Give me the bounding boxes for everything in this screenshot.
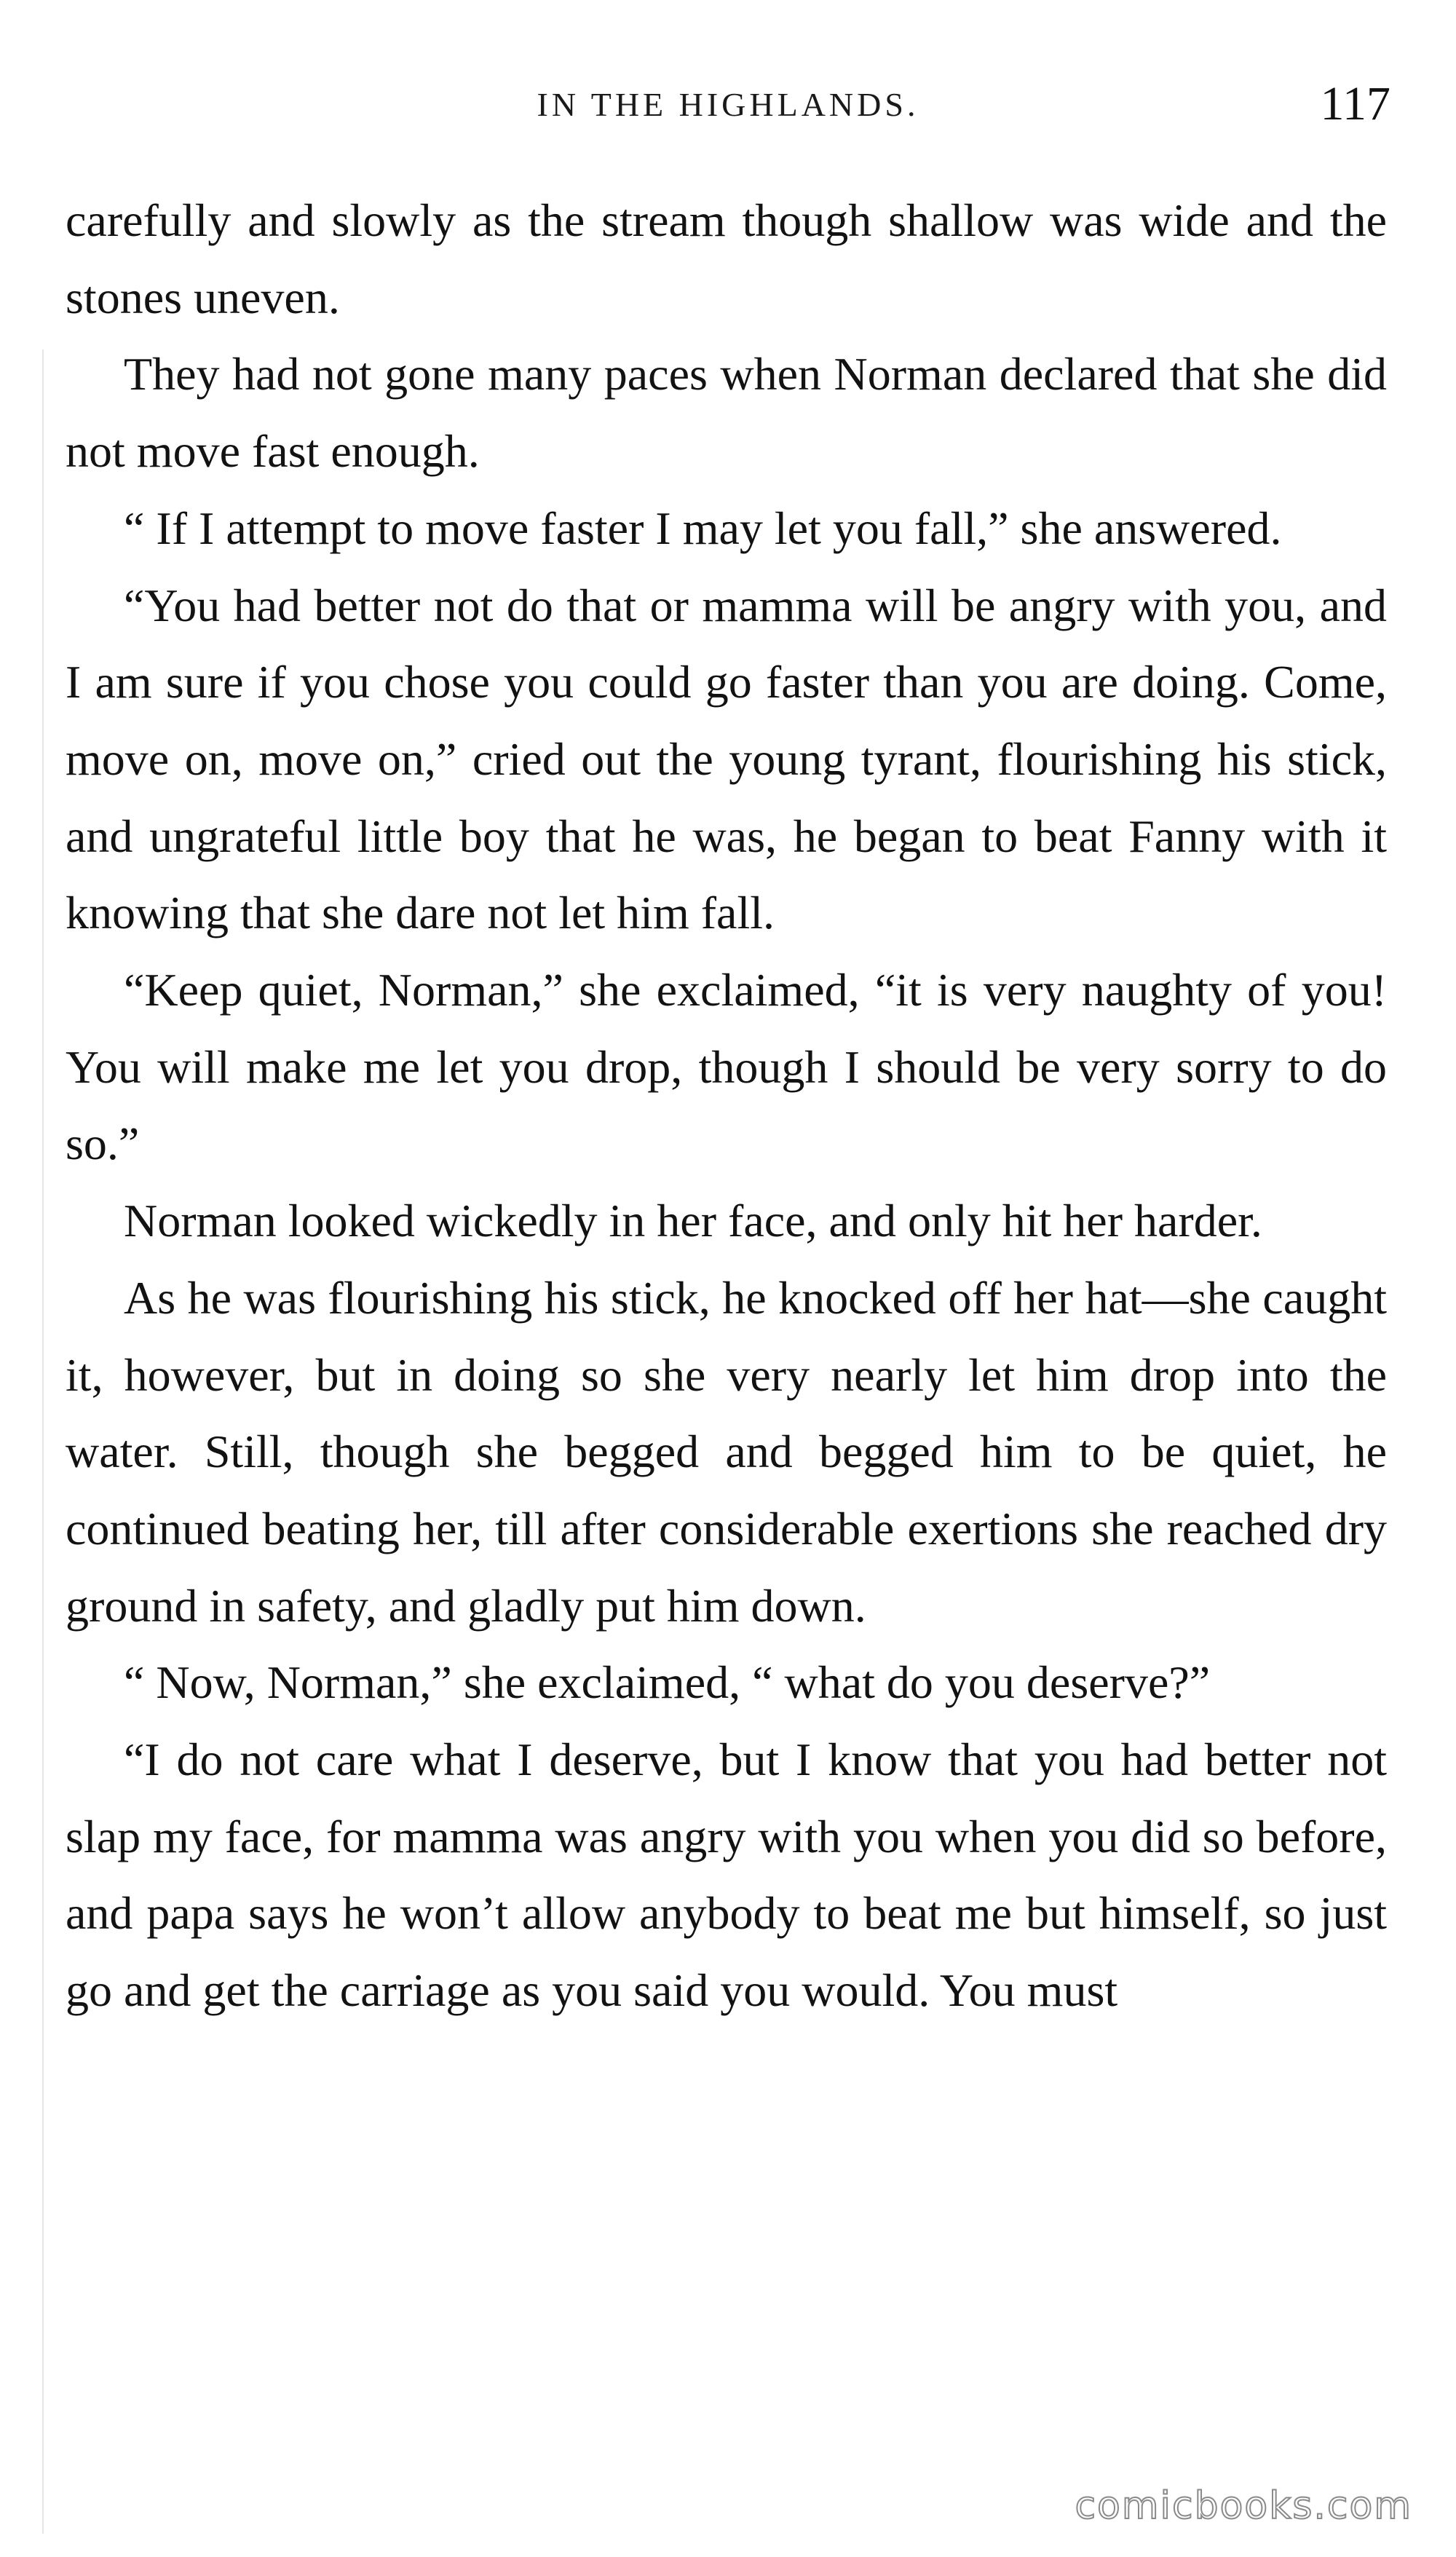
paragraph-continuation: carefully and slowly as the stream though shallow was wide and the stones uneven. [66, 194, 1387, 323]
paragraph: “You had better not do that or mamma will be angry with you, and I am sure if you chose you could go faster than you are doing. Come, move on, move on,” cried out the young tyrant, flourishing his stick, and ungrateful little boy that he was, he began to beat Fanny with it knowing that she dare not let him fall. [66, 579, 1387, 939]
paragraph: “I do not care what I deserve, but I know that you had better not slap my face, for mamma was angry with you when you did so before, and papa says he won’t allow anybody to beat me but himself, so just go and get the carriage as you said you would. You must [66, 1734, 1387, 2017]
paragraph: “ Now, Norman,” she exclaimed, “ what do you deserve?” [124, 1656, 1211, 1709]
paragraph: “ If I attempt to move faster I may let you fall,” she answered. [124, 502, 1282, 554]
paragraph: As he was flourishing his stick, he knocked off her hat—she caught it, however, but in doing so she very nearly let him drop into the water. Still, though she begged and begged him to be quiet, he continued beating her, till after considerable exertions she reached dry ground in safety, and gladly put him down. [66, 1271, 1387, 1632]
paragraph: “Keep quiet, Norman,” she exclaimed, “it is very naughty of you! You will make me let you drop, though I should be very sorry to do so.” [66, 964, 1387, 1170]
body-text [66, 182, 1387, 2029]
running-head [66, 76, 1390, 142]
running-title: IN THE HIGHLANDS. [537, 86, 919, 123]
page-edge-line [42, 349, 44, 2534]
watermark-logo: comicbooks.com [1075, 2484, 1412, 2528]
paragraph: Norman looked wickedly in her face, and only hit her harder. [124, 1195, 1262, 1247]
paragraph: They had not gone many paces when Norman declared that she did not move fast enough. [66, 348, 1387, 478]
page-number: 117 [1320, 77, 1390, 130]
